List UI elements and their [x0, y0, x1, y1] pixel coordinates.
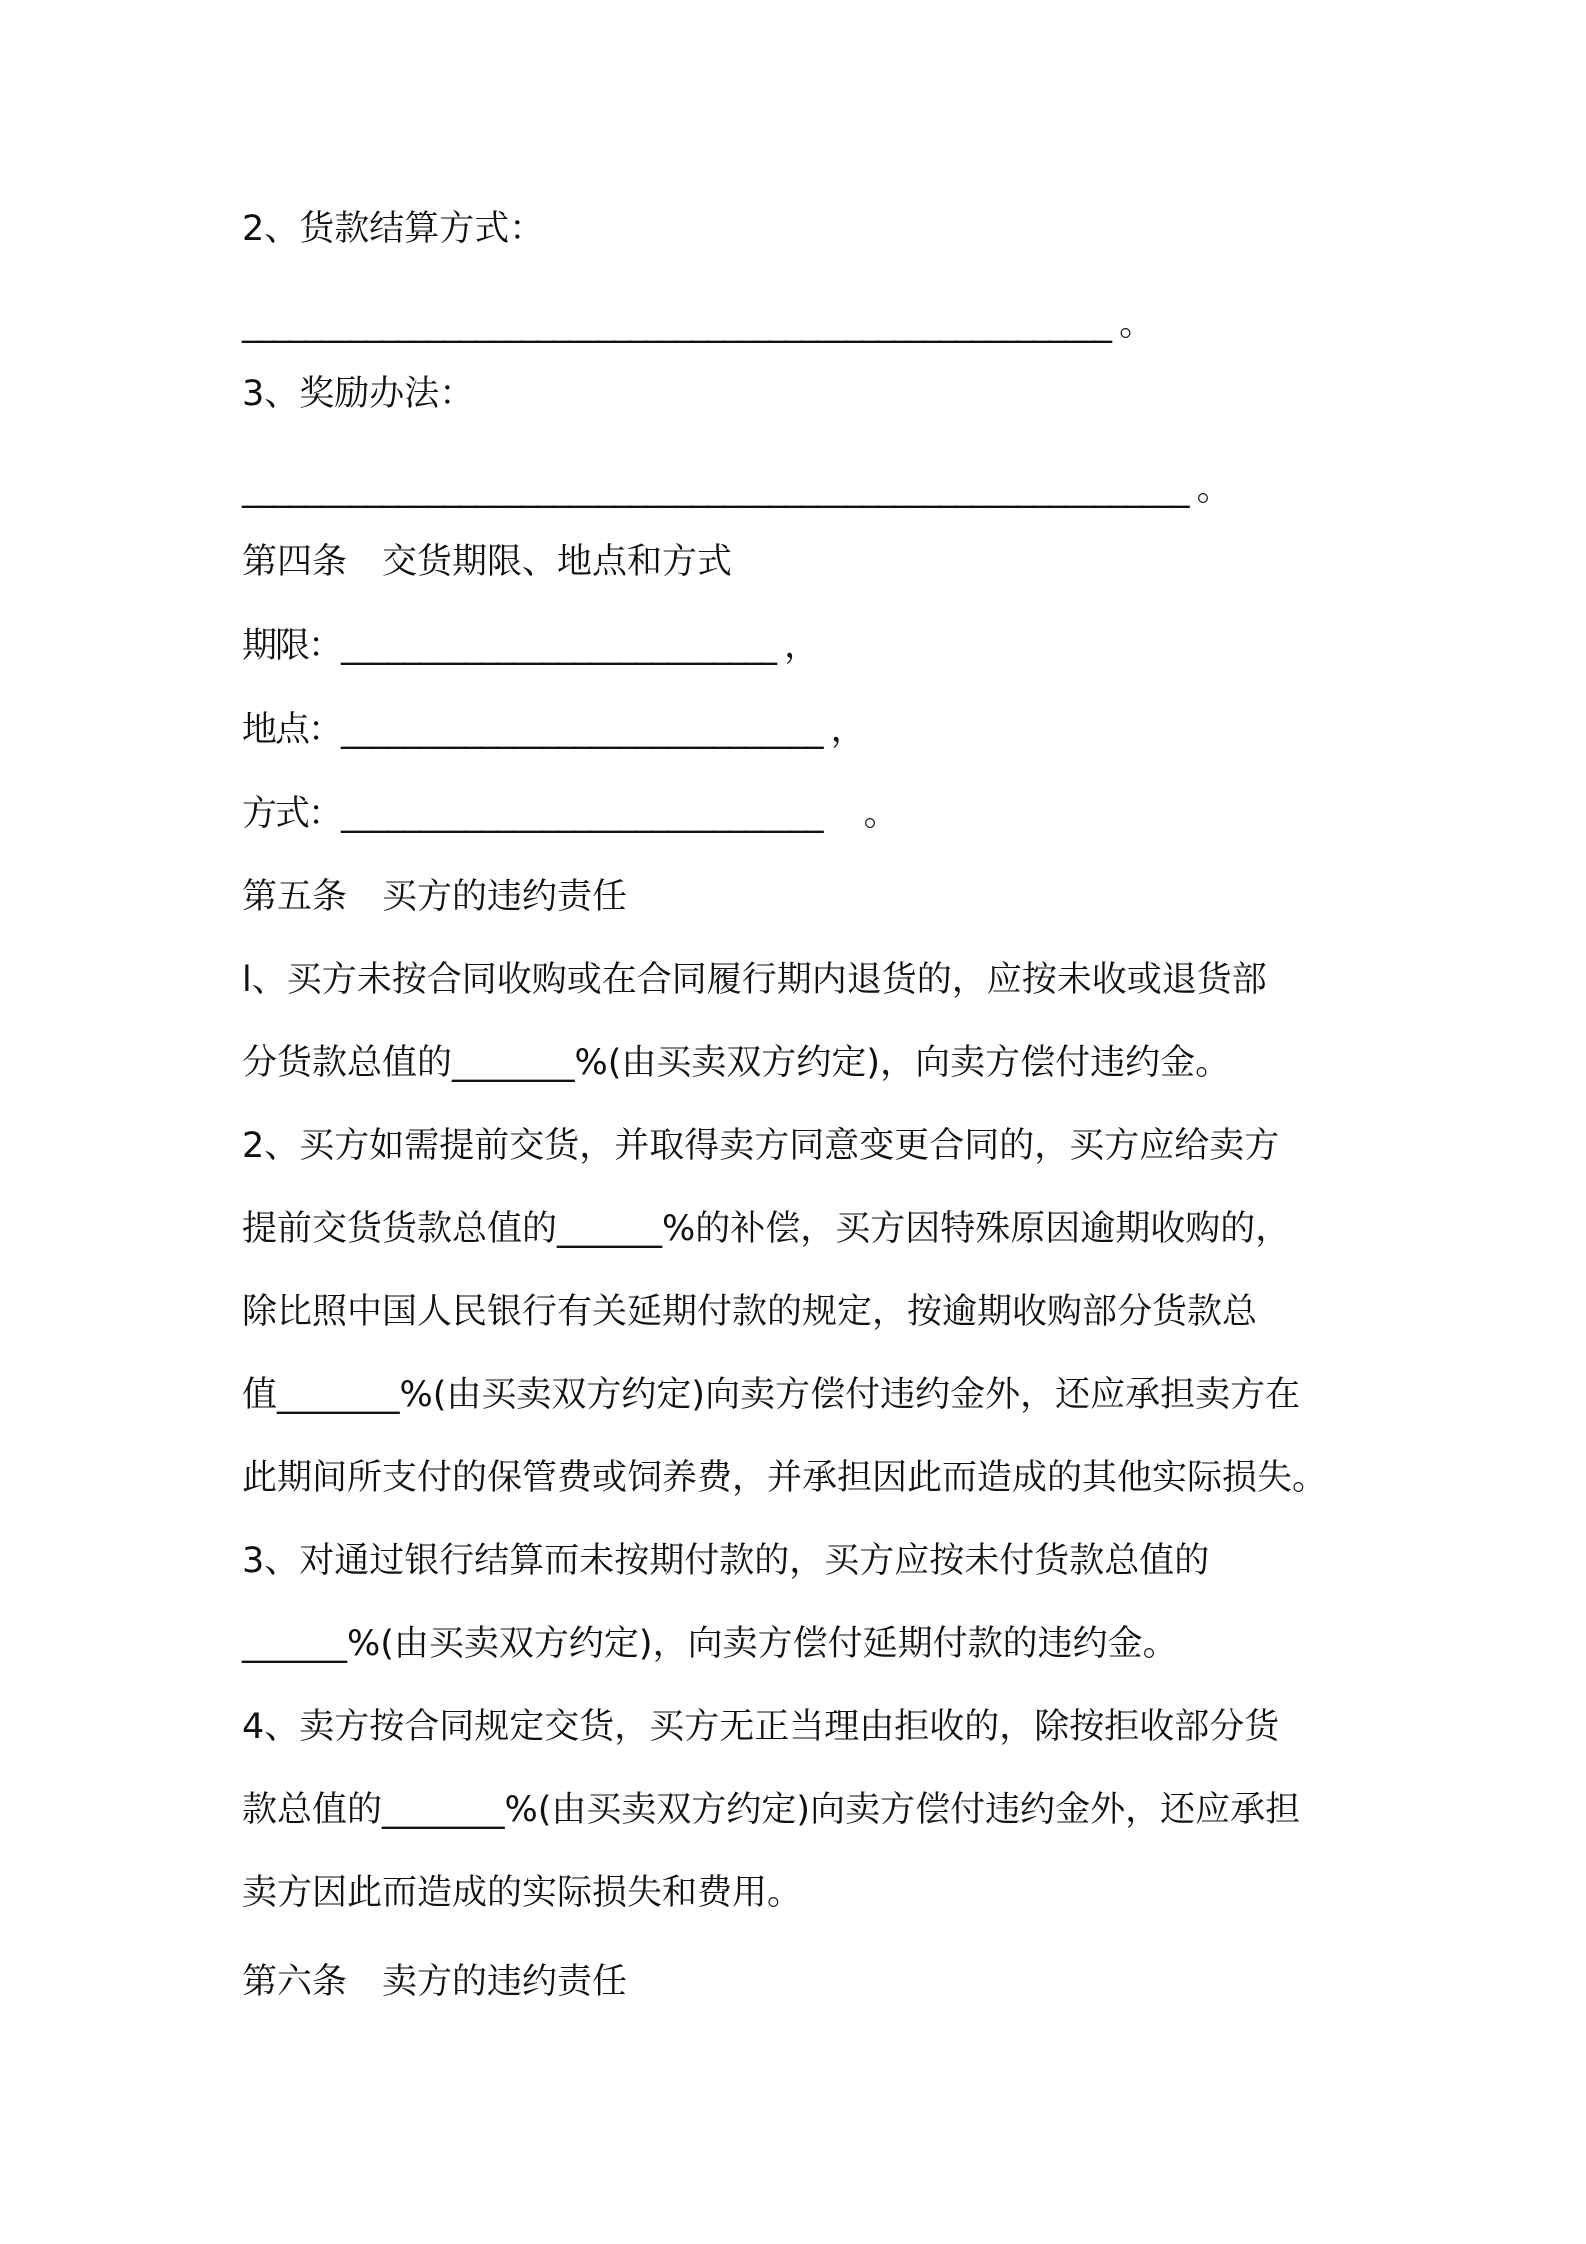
article-4-heading: 第四条 交货期限、地点和方式	[242, 542, 733, 582]
delivery-method-line: 方式：_______________________________ 。	[242, 794, 897, 834]
paragraph-line: 卖方因此而造成的实际损失和费用。	[242, 1873, 803, 1913]
paragraph-line: 除比照中国人民银行有关延期付款的规定，按逾期收购部分货款总	[242, 1292, 1258, 1332]
article-5-heading: 第五条 买方的违约责任	[242, 877, 628, 917]
paragraph-line: 4、卖方按合同规定交货，买方无正当理由拒收的，除按拒收部分货	[242, 1707, 1280, 1747]
paragraph-line: 值_______%(由买卖双方约定)向卖方偿付违约金外，还应承担卖方在	[242, 1375, 1301, 1415]
clause-payment-method: 2、货款结算方式：	[242, 209, 545, 249]
paragraph-line: l、买方未按合同收购或在合同履行期内退货的，应按未收或退货部	[242, 960, 1267, 1000]
paragraph-line: ______%(由买卖双方约定)，向卖方偿付延期付款的违约金。	[242, 1624, 1178, 1664]
paragraph-line: 分货款总值的_______%(由买卖双方约定)，向卖方偿付违约金。	[242, 1043, 1231, 1083]
clause-reward-method: 3、奖励办法：	[242, 374, 475, 414]
delivery-deadline-line: 期限：____________________________ ，	[242, 626, 818, 666]
blank-fill-line: _____________________________________________________________ 。	[242, 469, 1230, 509]
paragraph-line: 2、买方如需提前交货，并取得卖方同意变更合同的，买方应给卖方	[242, 1126, 1280, 1166]
delivery-location-line: 地点：_______________________________ ，	[242, 710, 864, 750]
paragraph-line: 提前交货货款总值的______%的补偿，买方因特殊原因逾期收购的，	[242, 1209, 1291, 1249]
article-6-heading: 第六条 卖方的违约责任	[242, 1962, 628, 2002]
paragraph-line: 3、对通过银行结算而未按期付款的，买方应按未付货款总值的	[242, 1541, 1210, 1581]
paragraph-line: 款总值的_______%(由买卖双方约定)向卖方偿付违约金外，还应承担	[242, 1790, 1301, 1830]
blank-fill-line: ________________________________________________________ 。	[242, 304, 1153, 344]
paragraph-line: 此期间所支付的保管费或饲养费，并承担因此而造成的其他实际损失。	[242, 1458, 1328, 1498]
